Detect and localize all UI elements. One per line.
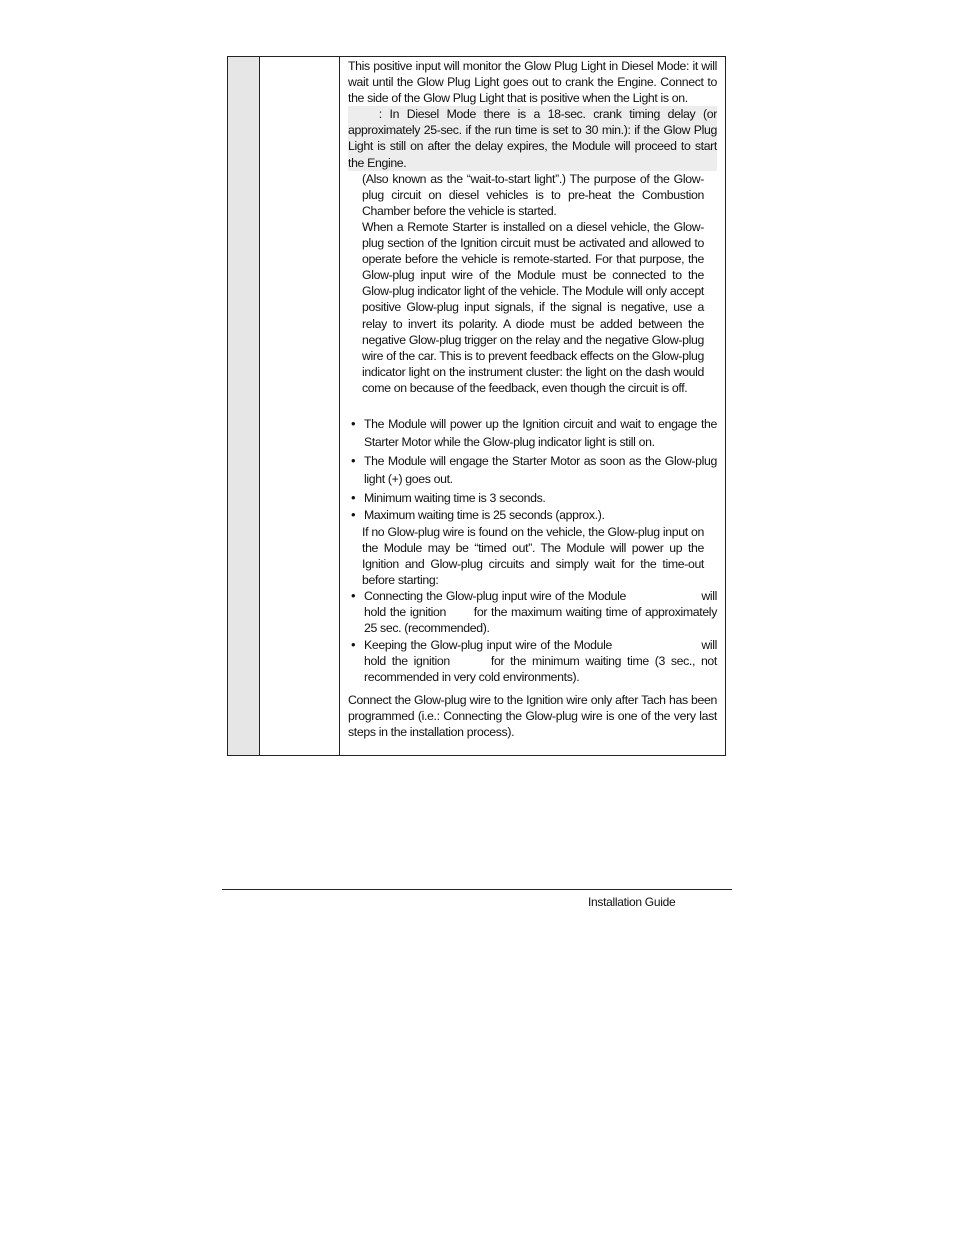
- content-table: [227, 56, 726, 756]
- timed-out-paragraph: If no Glow-plug wire is found on the vehicle, the Glow-plug input on the Module may be “timed out”. The Module will power up the Ignition and Glow-plug circuits and simply wait for the time-out before starting:: [362, 524, 704, 587]
- list-item: • Connecting the Glow-plug input wire of the Module will hold the ignition for the maximum waiting time of approximately 25 sec. (recommended).: [348, 588, 717, 636]
- diesel-mode-note: : In Diesel Mode there is a 18-sec. crank timing delay (or approximately 25-sec. if the run time is set to 30 min.): if the Glow Plug Light is still on after the delay expires, the Module will proceed to start the Engine.: [348, 107, 721, 170]
- closing-paragraph: Connect the Glow-plug wire to the Ignition wire only after Tach has been programmed (i.e.: Connecting the Glow-plug wire is one of the very last steps in the installation process).: [348, 692, 717, 739]
- engage-behavior-list: [348, 415, 717, 489]
- timeout-options-list: [348, 588, 721, 686]
- list-item: • The Module will power up the Ignition circuit and wait to engage the Starter Motor while the Glow-plug indicator light is still on.: [348, 415, 717, 452]
- footer-divider: [222, 889, 732, 890]
- empty-column: [260, 57, 340, 755]
- list-item: • Keeping the Glow-plug input wire of the Module will hold the ignition for the minimum waiting time (3 sec., not recommended in very cold environments).: [348, 637, 717, 685]
- waiting-time-list: [348, 489, 717, 524]
- footer-label: Installation Guide: [588, 895, 676, 909]
- wait-to-start-paragraph: (Also known as the “wait-to-start light”.) The purpose of the Glow-plug circuit on diesel vehicles is to pre-heat the Combustion Chamber before the vehicle is started.: [362, 171, 704, 218]
- list-item: • Minimum waiting time is 3 seconds.: [348, 489, 717, 508]
- intro-paragraph: This positive input will monitor the Glow Plug Light in Diesel Mode: it will wait until the Glow Plug Light goes out to crank the Engine. Connect to the side of the Glow Plug Light that is positive when the Light is on.: [348, 59, 717, 106]
- timed-out-paragraph-wrap: [348, 524, 717, 588]
- remote-starter-paragraph: When a Remote Starter is installed on a diesel vehicle, the Glow-plug section of the Ignition circuit must be activated and allowed to operate before the vehicle is remote-started. For that purpose, the Glow-plug input wire of the Module must be connected to the Glow-plug indicator light of the vehicle. The Module will only accept positive Glow-plug input signals, if the signal is negative, use a relay to invert its polarity. A diode must be added between the negative Glow-plug trigger on the relay and the negative Glow-plug wire of the car. This is to prevent feedback effects on the Glow-plug indicator light on the instrument cluster: the light on the dash would come on because of the feedback, even though the circuit is off.: [362, 219, 704, 395]
- shaded-column: [228, 57, 260, 755]
- glow-plug-explanation: [348, 171, 717, 396]
- list-item: • The Module will engage the Starter Motor as soon as the Glow-plug light (+) goes out.: [348, 452, 717, 489]
- description-cell: [340, 57, 725, 755]
- list-item: • Maximum waiting time is 25 seconds (approx.).: [348, 507, 717, 523]
